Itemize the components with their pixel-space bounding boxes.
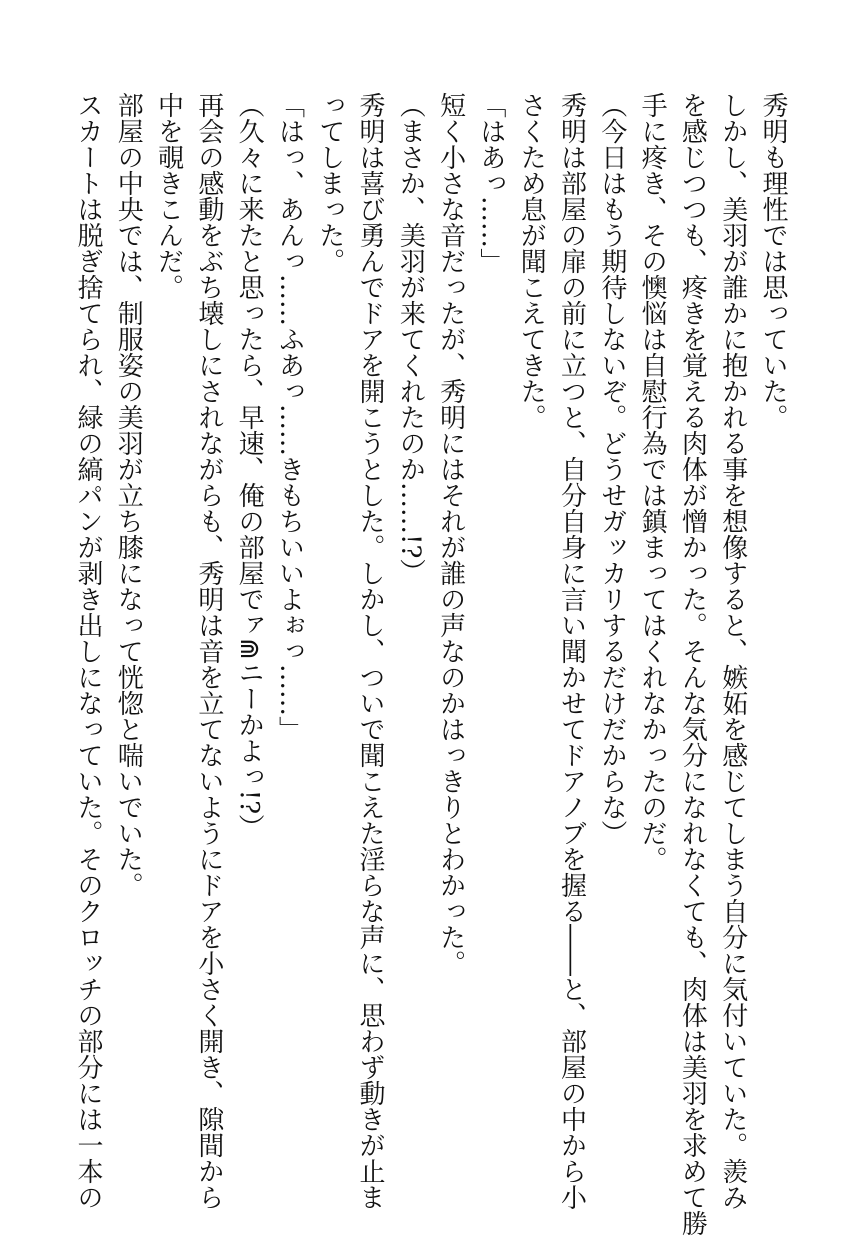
text-line: 再会の感動をぶち壊しにされながらも、秀明は音を立てないようにドアを小さく開き、隙間から bbox=[193, 92, 224, 1210]
text-line: 秀明は部屋の扉の前に立つと、自分自身に言い聞かせてドアノブを握る――と、部屋の中から小 bbox=[556, 92, 587, 1210]
vertical-text-body bbox=[68, 92, 793, 1236]
text-line: 短く小さな音だったが、秀明にはそれが誰の声なのかはっきりとわかった。 bbox=[435, 92, 466, 976]
text-line: スカートは脱ぎ捨てられ、緑の縞パンが剥き出しになっていた。そのクロッチの部分には一本の bbox=[72, 92, 103, 1210]
text-line: ってしまった。 bbox=[314, 92, 345, 274]
text-line: しかし、美羽が誰かに抱かれる事を想像すると、嫉妬を感じてしまう自分に気付いていた。羨み bbox=[717, 92, 748, 1210]
text-line: 手に疼き、その懊悩は自慰行為では鎮まってはくれなかったのだ。 bbox=[637, 92, 668, 872]
text-line: 「はっ、あんっ……ふあっ……きもちいいよぉっ……」 bbox=[274, 92, 305, 742]
text-line: 中を覗きこんだ。 bbox=[153, 92, 184, 300]
text-line: 秀明は喜び勇んでドアを開こうとした。しかし、ついで聞こえた淫らな声に、思わず動きが止ま bbox=[355, 92, 386, 1210]
text-line: さくため息が聞こえてきた。 bbox=[516, 92, 547, 430]
text-line: （今日はもう期待しないぞ。どうせガッカリするだけだからな） bbox=[596, 92, 627, 846]
text-line: 部屋の中央では、制服姿の美羽が立ち膝になって恍惚と喘いでいた。 bbox=[113, 92, 144, 898]
text-line: （まさか、美羽が来てくれたのか……!?） bbox=[395, 92, 426, 585]
text-line: （久々に来たと思ったら、早速、俺の部屋でァ⋒ニーかよっ!?） bbox=[234, 92, 265, 841]
text-line: 秀明も理性では思っていた。 bbox=[758, 92, 788, 430]
text-line: を感じつつも、疼きを覚える肉体が憎かった。そんな気分になれなくても、肉体は美羽を求めて勝 bbox=[677, 92, 708, 1236]
text-line: 「はあっ……」 bbox=[475, 92, 506, 274]
